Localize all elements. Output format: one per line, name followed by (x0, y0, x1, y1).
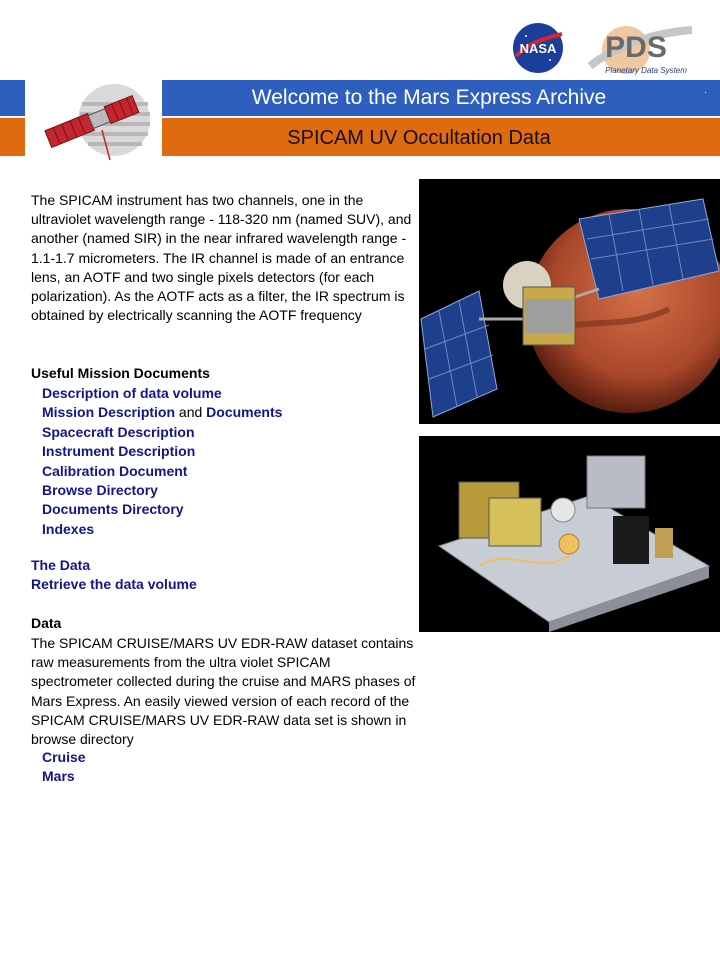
list-item (42, 442, 282, 461)
data-paragraph: The SPICAM CRUISE/MARS UV EDR-RAW dataset contains raw measurements from the ultra violet SPICAM spectrometer collected during the cruise and MARS phases of Mars Express. An easily viewed version of each record of the SPICAM CRUISE/MARS UV EDR-RAW data set is shown in browse directory (31, 635, 416, 748)
cruise-link[interactable]: Cruise (42, 749, 86, 765)
mission-description-link[interactable]: Mission Description (42, 404, 176, 421)
retrieve-data-volume-link[interactable]: Retrieve the data volume (31, 576, 197, 593)
nasa-logo (512, 22, 564, 74)
header-bar-left-blue (0, 80, 25, 116)
pds-logo (584, 18, 696, 80)
indexes-link[interactable]: Indexes (42, 520, 95, 537)
satellite-icon (38, 74, 160, 162)
pds-logo-tagline: Planetary Data System (605, 66, 687, 75)
documents-directory-link[interactable]: Documents Directory (42, 501, 184, 518)
data-heading: Data (31, 615, 62, 631)
spacecraft-description-link[interactable]: Spacecraft Description (42, 423, 195, 440)
list-item (42, 384, 282, 403)
list-item (42, 462, 282, 481)
mars-link[interactable]: Mars (42, 768, 75, 785)
documents-list (42, 384, 282, 539)
list-item (31, 575, 197, 594)
browse-directory-link[interactable]: Browse Directory (42, 482, 158, 499)
list-item (42, 748, 86, 767)
instrument-description-link[interactable]: Instrument Description (42, 443, 196, 460)
mars-express-orbiter-image (419, 179, 720, 424)
calibration-document-link[interactable]: Calibration Document (42, 462, 188, 479)
description-of-data-volume-link[interactable]: Description of data volume (42, 385, 222, 401)
spicam-instrument-image (419, 436, 720, 632)
documents-link[interactable]: Documents (206, 404, 283, 421)
list-item (42, 767, 86, 786)
list-item (42, 423, 282, 442)
the-data-links (31, 556, 197, 595)
nasa-logo-text: NASA (519, 41, 557, 56)
and-text: and (178, 404, 203, 421)
intro-paragraph: The SPICAM instrument has two channels, one in the ultraviolet wavelength range - 118-320 nm (named SUV), and another (named SIR) in the near infrared wavelength range - 1.1-1.7 micrometers. The IR channel is made of an entrance lens, an AOTF and two single pixels detectors (for each polarization). As the AOTF acts as a filter, the IR spectrum is obtained by electrically scanning the AOTF frequency (31, 192, 412, 324)
the-data-link[interactable]: The Data (31, 557, 91, 573)
list-item (42, 500, 282, 519)
list-item (42, 403, 282, 422)
list-item (31, 556, 197, 575)
page-title: Welcome to the Mars Express Archive (251, 86, 607, 109)
header-bar-left-orange (0, 118, 25, 156)
page-subtitle: SPICAM UV Occultation Data (287, 127, 551, 149)
list-item (42, 481, 282, 500)
browse-links (42, 748, 86, 787)
pds-logo-title: PDS (605, 31, 667, 64)
list-item (42, 520, 282, 539)
header-dot: . (704, 84, 708, 96)
mars-express-logo (38, 74, 160, 162)
documents-heading: Useful Mission Documents (31, 365, 210, 381)
